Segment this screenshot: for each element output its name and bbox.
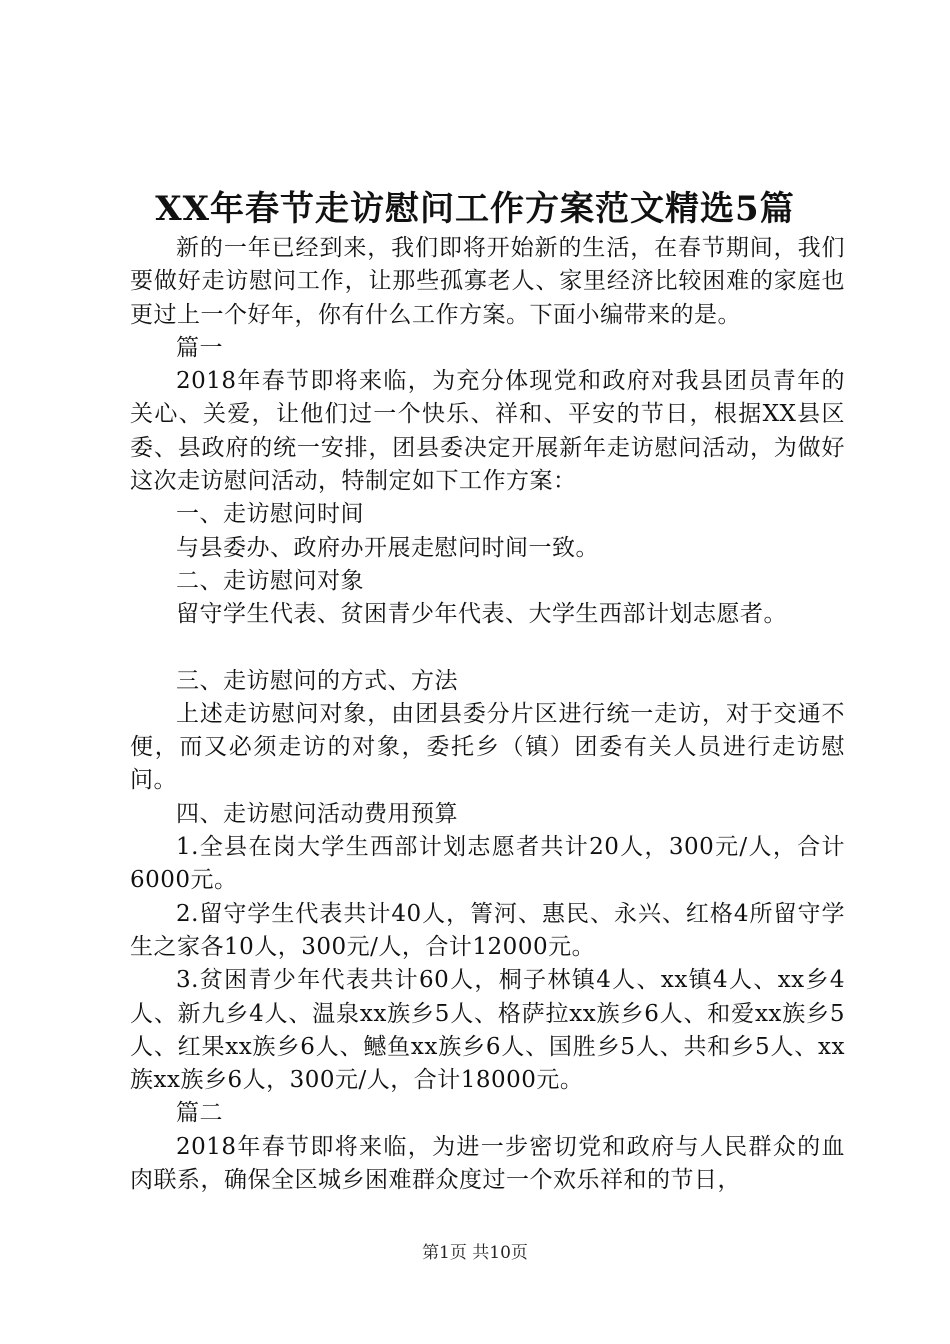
document-body bbox=[130, 232, 845, 1197]
document-title: XX年春节走访慰问工作方案范文精选5篇 bbox=[155, 189, 795, 229]
section-heading-part-two: 篇二 bbox=[176, 1100, 223, 1127]
section-heading-part-one: 篇一 bbox=[176, 334, 223, 361]
subheading-method: 三、走访慰问的方式、方法 bbox=[176, 667, 458, 694]
page-number-footer: 第1页 共10页 bbox=[422, 1243, 528, 1263]
subheading-budget: 四、走访慰问活动费用预算 bbox=[176, 800, 458, 827]
body-paragraph: 2018年春节即将来临，为进一步密切党和政府与人民群众的血肉联系，确保全区城乡困难群众度过一个欢乐祥和的节日， bbox=[130, 1133, 845, 1194]
subheading-targets: 二、走访慰问对象 bbox=[176, 567, 364, 594]
intro-paragraph: 新的一年已经到来，我们即将开始新的生活，在春节期间，我们要做好走访慰问工作，让那些孤寡老人、家里经济比较困难的家庭也更过上一个好年，你有什么工作方案。下面小编带来的是。 bbox=[130, 235, 845, 328]
body-paragraph: 2018年春节即将来临，为充分体现党和政府对我县团员青年的关心、关爱，让他们过一个快乐、祥和、平安的节日，根据XX县区委、县政府的统一安排，团县委决定开展新年走访慰问活动，为做好这次走访慰问活动，特制定如下工作方案： bbox=[130, 368, 845, 495]
subheading-time: 一、走访慰问时间 bbox=[176, 501, 364, 528]
budget-item: 2.留守学生代表共计40人，箐河、惠民、永兴、红格4所留守学生之家各10人，300元/人，合计12000元。 bbox=[130, 900, 845, 960]
budget-item: 1.全县在岗大学生西部计划志愿者共计20人，300元/人，合计6000元。 bbox=[130, 834, 845, 894]
budget-item: 3.贫困青少年代表共计60人，桐子林镇4人、xx镇4人、xx乡4人、新九乡4人、温泉xx族乡5人、格萨拉xx族乡6人、和爱xx族乡5人、红果xx族乡6人、鳡鱼xx族乡6人、国胜乡5人、共和乡5人、xx族xx族乡6人，300元/人，合计18000元。 bbox=[130, 967, 845, 1094]
body-paragraph: 留守学生代表、贫困青少年代表、大学生西部计划志愿者。 bbox=[176, 601, 787, 628]
body-paragraph: 与县委办、政府办开展走慰问时间一致。 bbox=[176, 534, 599, 561]
body-paragraph: 上述走访慰问对象，由团县委分片区进行统一走访，对于交通不便，而又必须走访的对象，委托乡（镇）团委有关人员进行走访慰问。 bbox=[130, 700, 845, 794]
